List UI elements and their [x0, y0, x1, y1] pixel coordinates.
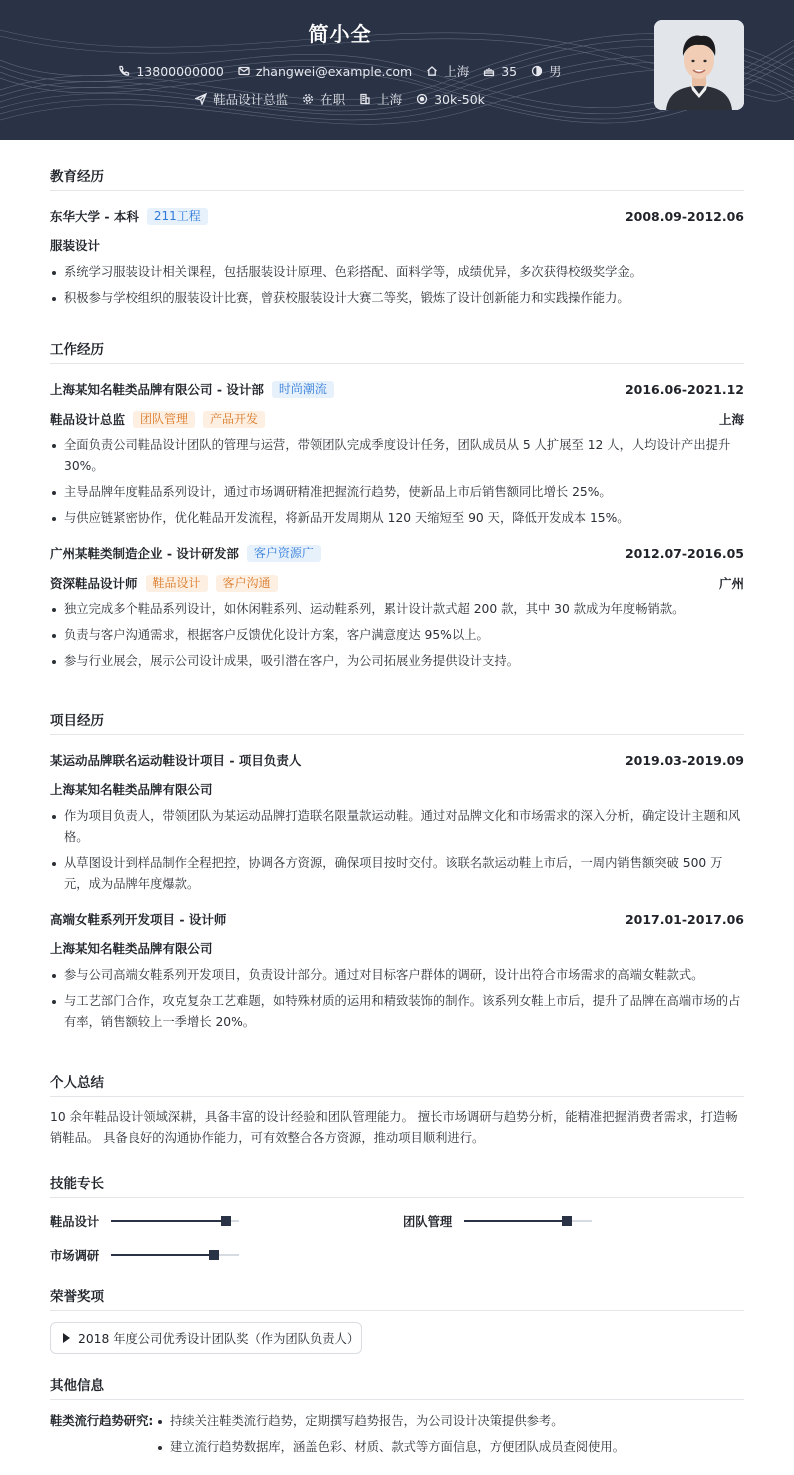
position-text: 鞋品设计总监	[213, 92, 289, 107]
list-item: 参与行业展会，展示公司设计成果，吸引潜在客户，为公司拓展业务提供设计支持。	[50, 651, 744, 672]
list-item: 与供应链紧密协作，优化鞋品开发流程，将新品开发周期从 120 天缩短至 90 天，降低开发成本 15%。	[50, 508, 744, 529]
location-info	[426, 62, 469, 80]
list-item: 系统学习服装设计相关课程，包括服装设计原理、色彩搭配、面料学等，成绩优异，多次获得校级奖学金。	[50, 262, 744, 283]
caret-right-icon	[63, 1333, 70, 1343]
send-icon	[195, 93, 207, 105]
status-info	[302, 90, 345, 108]
role-line	[50, 410, 265, 428]
role-tag: 鞋品设计	[146, 575, 208, 592]
list-item: 积极参与学校组织的服装设计比赛，曾获校服装设计大赛二等奖，锻炼了设计创新能力和实践操作能力。	[50, 288, 744, 309]
section-title-summary: 个人总结	[50, 1071, 744, 1097]
work-section	[50, 338, 744, 672]
list-item: 负责与客户沟通需求，根据客户反馈优化设计方案，客户满意度达 95%以上。	[50, 625, 744, 646]
role-name: 资深鞋品设计师	[50, 576, 138, 591]
list-item: 持续关注鞋类流行趋势，定期撰写趋势报告，为公司设计决策提供参考。	[156, 1411, 744, 1432]
salary-text: 30k-50k	[434, 91, 485, 107]
list-item: 参与公司高端女鞋系列开发项目，负责设计部分。通过对目标客户群体的调研，设计出符合市场需求的高端女鞋款式。	[50, 965, 744, 986]
project-bullets	[50, 965, 744, 1033]
phone-text: 13800000000	[136, 63, 224, 79]
list-item: 与工艺部门合作，攻克复杂工艺难题，如特殊材质的运用和精致装饰的制作。该系列女鞋上市后，提升了品牌在高端市场的占有率，销售额较上一季增长 20%。	[50, 991, 744, 1033]
awards-section	[50, 1285, 744, 1365]
school-name: 东华大学 - 本科	[50, 209, 139, 224]
avatar	[654, 20, 744, 110]
skill-name: 鞋品设计	[50, 1215, 100, 1229]
work-bullets	[50, 599, 744, 672]
gear-icon	[302, 93, 314, 105]
email-text: zhangwei@example.com	[255, 63, 413, 79]
work-role-line	[50, 573, 744, 593]
contact-row	[0, 62, 680, 80]
list-item: 独立完成多个鞋品系列设计，如休闲鞋系列、运动鞋系列，累计设计款式超 200 款，其中 30 款成为年度畅销款。	[50, 599, 744, 620]
list-item: 作为项目负责人，带领团队为某运动品牌打造联名限量款运动鞋。通过对品牌文化和市场需求的深入分析，确定设计主题和风格。	[50, 806, 744, 848]
company-tag: 时尚潮流	[272, 381, 334, 398]
other-bullets	[156, 1411, 744, 1458]
gender-icon	[531, 65, 543, 77]
skill-bar-knob	[562, 1216, 572, 1226]
skill-bar	[464, 1220, 592, 1222]
project-name: 高端女鞋系列开发项目 - 设计师	[50, 912, 227, 927]
age-text: 35	[501, 63, 518, 79]
location-text: 上海	[444, 64, 470, 79]
skill-bar	[111, 1254, 239, 1256]
candidate-name: 简小全	[308, 22, 372, 46]
project-period: 2019.03-2019.09	[624, 752, 744, 768]
work-period: 2012.07-2016.05	[624, 545, 744, 561]
school-tag: 211工程	[147, 208, 208, 225]
project-org: 上海某知名鞋类品牌有限公司	[50, 782, 213, 797]
education-period: 2008.09-2012.06	[624, 208, 744, 224]
skill-bar-fill	[464, 1220, 566, 1222]
mail-icon	[238, 65, 250, 77]
work-entry-head	[50, 543, 744, 563]
project-entry-head	[50, 750, 744, 770]
skill-bar-fill	[111, 1254, 213, 1256]
work-period: 2016.06-2021.12	[624, 381, 744, 397]
project-entry-head	[50, 909, 744, 929]
skill-bar-knob	[221, 1216, 231, 1226]
target-city-info	[359, 90, 402, 108]
phone-info	[118, 64, 223, 79]
skill-bar-knob	[209, 1250, 219, 1260]
skills-section	[50, 1172, 744, 1272]
target-city-text: 上海	[377, 92, 403, 107]
other-section	[50, 1374, 744, 1474]
skill-bar-fill	[111, 1220, 226, 1222]
role-tag: 客户沟通	[216, 575, 278, 592]
projects-section	[50, 709, 744, 1033]
summary-text: 10 余年鞋品设计领域深耕，具备丰富的设计经验和团队管理能力。 擅长市场调研与趋势分析，能精准把握消费者需求，打造畅销鞋品。 具备良好的沟通协作能力，可有效整合各方资源，推动项目顺利进行。	[50, 1110, 738, 1145]
section-title-education: 教育经历	[50, 165, 744, 191]
company-line	[50, 544, 321, 562]
list-item: 全面负责公司鞋品设计团队的管理与运营，带领团队完成季度设计任务，团队成员从 5 人扩展至 12 人，人均设计产出提升 30%。	[50, 435, 744, 477]
major: 服装设计	[50, 238, 101, 253]
salary-info	[416, 92, 485, 107]
education-bullets	[50, 262, 744, 309]
education-section	[50, 165, 744, 309]
work-role-line	[50, 409, 744, 429]
gender-text: 男	[549, 64, 562, 79]
cake-icon	[483, 65, 495, 77]
role-line	[50, 574, 278, 592]
coin-icon	[416, 93, 428, 105]
section-title-projects: 项目经历	[50, 709, 744, 735]
skill-name: 团队管理	[403, 1215, 453, 1229]
project-org: 上海某知名鞋类品牌有限公司	[50, 941, 213, 956]
position-info	[195, 90, 288, 108]
work-bullets	[50, 435, 744, 529]
project-name: 某运动品牌联名运动鞋设计项目 - 项目负责人	[50, 753, 302, 768]
company-tag: 客户资源广	[247, 545, 321, 562]
section-title-work: 工作经历	[50, 338, 744, 364]
skill-name: 市场调研	[50, 1249, 100, 1263]
school-line	[50, 207, 208, 225]
gender-info	[531, 62, 562, 80]
avatar-portrait-icon	[654, 20, 744, 110]
list-item: 建立流行趋势数据库，涵盖色彩、材质、款式等方面信息，方便团队成员查阅使用。	[156, 1437, 744, 1458]
home-icon	[426, 65, 438, 77]
project-bullets	[50, 806, 744, 895]
job-intent-row	[0, 90, 680, 108]
summary-section	[50, 1071, 744, 1149]
award-item-toggle[interactable]	[50, 1322, 362, 1354]
resume-header	[0, 0, 794, 140]
role-tag: 团队管理	[133, 411, 195, 428]
role-tag: 产品开发	[203, 411, 265, 428]
company-line	[50, 380, 334, 398]
company-name: 广州某鞋类制造企业 - 设计研发部	[50, 546, 239, 561]
work-city: 广州	[718, 576, 744, 591]
work-entry-head	[50, 379, 744, 399]
skill-item	[50, 1212, 239, 1230]
building-icon	[359, 93, 371, 105]
education-entry-head	[50, 206, 744, 226]
other-label: 鞋类流行趋势研究:	[50, 1414, 154, 1428]
project-period: 2017.01-2017.06	[624, 911, 744, 927]
section-title-skills: 技能专长	[50, 1172, 744, 1198]
list-item: 主导品牌年度鞋品系列设计，通过市场调研精准把握流行趋势，使新品上市后销售额同比增长 25%。	[50, 482, 744, 503]
email-info	[238, 64, 412, 79]
award-text: 2018 年度公司优秀设计团队奖（作为团队负责人）	[78, 1332, 360, 1346]
skill-item	[403, 1212, 592, 1230]
section-title-other: 其他信息	[50, 1374, 744, 1400]
status-text: 在职	[320, 92, 346, 107]
skill-bar	[111, 1220, 239, 1222]
list-item: 从草图设计到样品制作全程把控，协调各方资源，确保项目按时交付。该联名款运动鞋上市后，一周内销售额突破 500 万元，成为品牌年度爆款。	[50, 853, 744, 895]
phone-icon	[118, 65, 130, 77]
section-title-awards: 荣誉奖项	[50, 1285, 744, 1311]
skill-item	[50, 1246, 239, 1264]
company-name: 上海某知名鞋类品牌有限公司 - 设计部	[50, 382, 264, 397]
work-city: 上海	[718, 412, 744, 427]
role-name: 鞋品设计总监	[50, 412, 126, 427]
age-info	[483, 64, 517, 79]
